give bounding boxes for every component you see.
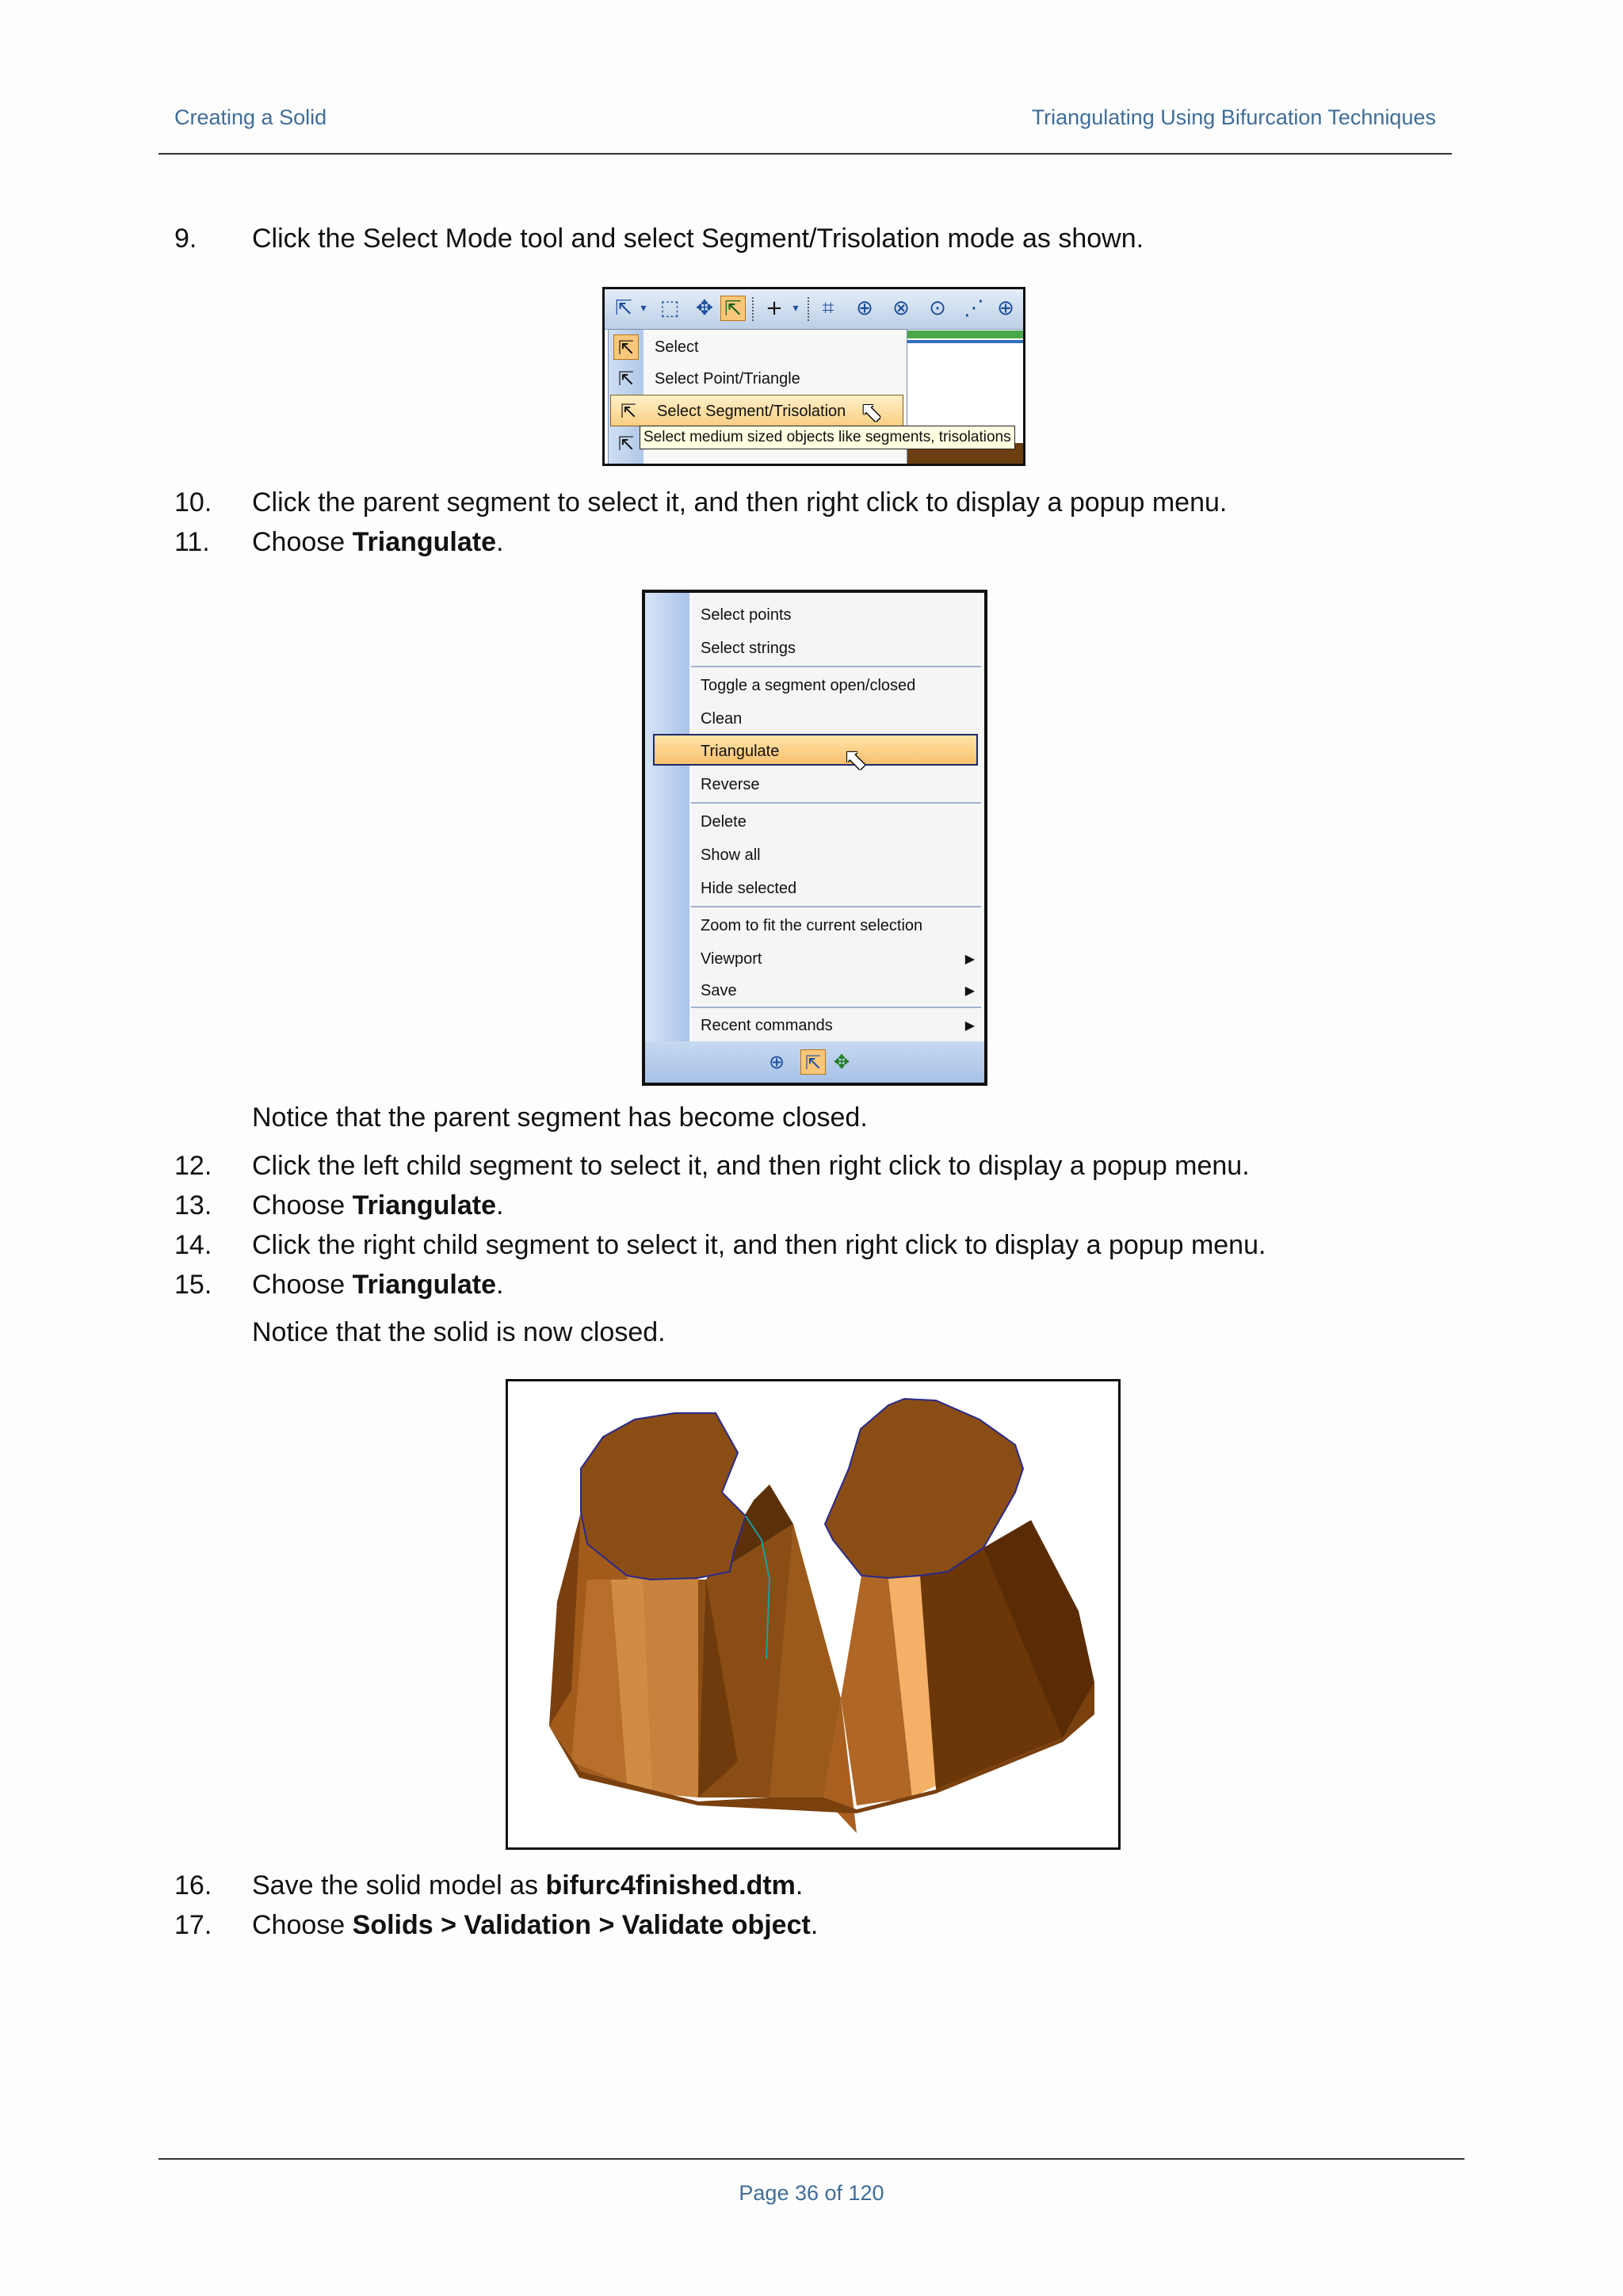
step-text-part: Choose [252,527,353,557]
step-text [252,1909,818,1941]
menu-item-label: Select strings [701,640,796,657]
step-text-part: Choose [252,1910,353,1940]
viewport-background [906,330,1023,338]
join-points-icon[interactable]: ⋰ [964,296,984,320]
step-text-part: . [496,527,504,557]
step-text-part: Choose [252,1190,353,1221]
toolbar [605,289,1023,330]
menu-path: Solids > Validation > Validate object [352,1910,811,1940]
menu-item-save[interactable] [645,975,984,1007]
command-name: Triangulate [352,1270,497,1300]
menu-item-select[interactable] [609,331,907,363]
file-name: bifurc4finished.dtm [545,1870,796,1901]
step-text: Click the parent segment to select it, and then right click to display a popup menu. [252,487,1228,518]
delete-point-icon[interactable]: ⊗ [892,296,910,320]
submenu-arrow-icon: ▶ [964,983,975,998]
header-chapter-title: Triangulating Using Bifurcation Techniques [1031,105,1436,129]
step-number: 12. [174,1151,212,1181]
page-number: Page 36 of 120 [739,2181,884,2205]
submenu-arrow-icon: ▶ [964,951,975,966]
menu-item-label: Toggle a segment open/closed [701,677,916,694]
menu-item-label: Reverse [701,776,760,793]
menu-item-label: Delete [701,813,747,831]
select-icon: ⇱ [613,334,639,360]
tooltip: Select medium sized objects like segments, trisolations [640,426,1015,449]
menu-item-viewport[interactable] [645,943,984,975]
step-number: 15. [174,1270,212,1300]
snap-mode-icon[interactable]: ✥ [696,296,713,320]
menu-item-label: Hide selected [701,880,797,897]
menu-separator [691,666,981,667]
note-parent-closed: Notice that the parent segment has become closed. [252,1102,868,1133]
menu-item-clean[interactable] [645,703,984,735]
coordinate-axes-icon[interactable]: ⊕ [768,1051,785,1073]
string-edit-icon[interactable]: ⌗ [822,296,834,320]
menu-item-select-strings[interactable] [645,632,984,664]
mouse-cursor-icon: ⬉ [843,743,868,776]
header-section-title: Creating a Solid [174,105,327,129]
menu-item-label: Select points [701,606,792,624]
menu-item-label: Viewport [701,950,762,968]
menu-item-label: Show all [701,846,761,864]
step-text: Click the right child segment to select it, and then right click to display a popup menu. [252,1230,1266,1260]
step-number: 14. [174,1230,212,1260]
context-menu-screenshot [642,590,987,1086]
step-text-part: . [496,1270,504,1300]
toolbar-separator [808,297,811,321]
menu-separator [691,906,981,907]
header-divider [158,153,1452,155]
menu-item-label: Zoom to fit the current selection [701,917,923,934]
note-solid-closed: Notice that the solid is now closed. [252,1317,666,1347]
dropdown-arrow-icon[interactable]: ▾ [792,302,799,315]
step-text-part: . [795,1870,804,1901]
step-number: 16. [174,1870,212,1901]
menu-item-recent-commands[interactable] [645,1010,984,1041]
solid-model-drawing [508,1381,1118,1847]
menu-separator [691,1007,981,1008]
step-number: 9. [174,223,197,254]
menu-item-delete[interactable] [645,806,984,838]
menu-item-label: Select [655,338,699,356]
menu-item-label: Select Point/Triangle [655,370,800,388]
menu-item-zoom-to-fit[interactable] [645,910,984,942]
step-text-part: Save the solid model as [252,1870,546,1901]
select-mode-screenshot [602,287,1025,466]
step-number: 13. [174,1190,212,1221]
step-number: 10. [174,487,212,518]
insert-point-icon[interactable]: ⊕ [856,296,873,320]
step-text-part: Choose [252,1270,353,1300]
menu-item-select-point-triangle[interactable] [609,363,907,395]
step-text-part: . [810,1910,819,1940]
step-text [252,1190,503,1221]
select-mode-icon[interactable]: ⇱ [800,1049,826,1075]
command-name: Triangulate [352,527,497,557]
viewport-background [906,340,1023,343]
mouse-cursor-icon: ⬉ [860,396,883,428]
dropdown-arrow-icon[interactable]: ▾ [640,302,647,315]
menu-item-reverse[interactable] [645,769,984,800]
step-number: 11. [174,527,210,557]
menu-item-select-points[interactable] [645,599,984,631]
step-number: 17. [174,1910,212,1940]
step-text: Click the left child segment to select it, and then right click to display a popup menu. [252,1151,1250,1181]
menu-item-toggle-segment[interactable] [645,670,984,701]
menu-item-hide-selected[interactable] [645,873,984,904]
menu-item-label: Save [701,982,737,999]
toolbar-separator [752,297,755,321]
select-object-icon: ⇱ [617,433,635,455]
snap-mode-icon[interactable]: ✥ [833,1051,850,1073]
footer-divider [158,2158,1465,2160]
menu-item-label: Select Segment/Trisolation [657,403,846,420]
command-name: Triangulate [352,1190,497,1221]
menu-item-label: Triangulate [701,743,780,760]
menu-item-label: Recent commands [701,1017,833,1034]
solid-model-image [506,1379,1121,1850]
step-text [252,1870,803,1901]
select-mode-tool-icon[interactable]: ⇱ [720,296,746,321]
crosshair-icon[interactable]: + [766,296,783,320]
move-point-icon[interactable]: ⊙ [929,296,946,320]
menu-item-label: Clean [701,710,743,728]
menu-bottom-toolbar [645,1041,984,1083]
step-text [252,526,503,558]
box-select-icon[interactable]: ⬚ [659,296,680,320]
select-arrow-icon[interactable]: ⇱ [615,296,632,320]
select-point-icon: ⇱ [617,368,635,390]
menu-item-triangulate[interactable] [653,734,978,766]
step-text-part: . [496,1190,504,1221]
submenu-arrow-icon: ▶ [964,1018,975,1033]
step-text [252,1269,503,1301]
break-string-icon[interactable]: ⊕ [997,296,1014,320]
menu-separator [691,802,981,804]
select-segment-icon: ⇱ [620,400,637,422]
step-text: Click the Select Mode tool and select Segment/Trisolation mode as shown. [252,223,1144,254]
menu-item-show-all[interactable] [645,839,984,871]
